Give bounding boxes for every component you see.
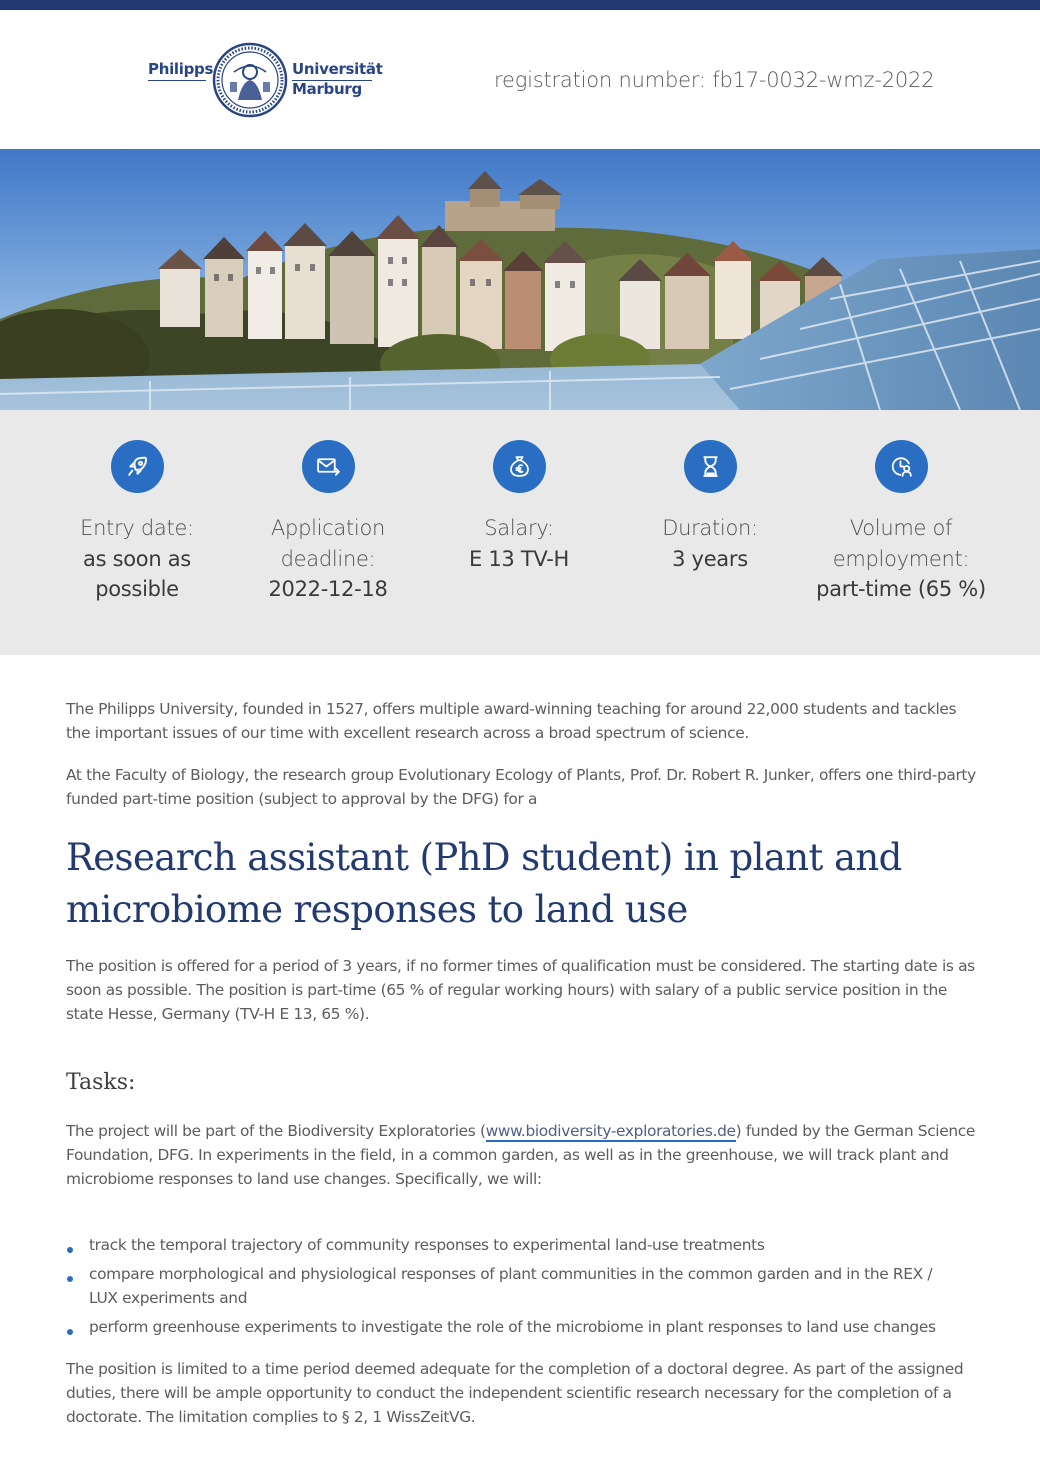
fact-volume-of-employment bbox=[806, 440, 996, 605]
logo-word-philipps: Philipps bbox=[148, 60, 214, 78]
task-list bbox=[66, 1233, 946, 1344]
bullet-icon bbox=[67, 1329, 73, 1335]
university-seal-icon bbox=[212, 42, 288, 118]
list-item bbox=[66, 1315, 946, 1339]
job-title: Research assistant (PhD student) in plant and microbiome responses to land use bbox=[66, 836, 902, 931]
fact-value: as soon as possible bbox=[83, 546, 191, 601]
list-item bbox=[66, 1233, 946, 1257]
fact-entry-date bbox=[42, 440, 232, 605]
fact-value: part-time (65 %) bbox=[816, 577, 986, 601]
fact-value: 2022-12-18 bbox=[268, 577, 388, 601]
intro-paragraph-faculty: At the Faculty of Biology, the research group Evolutionary Ecology of Plants, Prof. Dr. Robert R. Junker, offers one third-party funded part-time position (subject to approval by the DFG) for a bbox=[66, 766, 976, 808]
tasks-heading: Tasks: bbox=[66, 1070, 136, 1095]
closing-paragraph: The position is limited to a time period deemed adequate for the completion of a doctoral degree. As part of the assigned duties, there will be ample opportunity to conduct the independent scientific research necessary for the completion of a doctorate. The limitation complies to § 2, 1 WissZeitVG. bbox=[66, 1360, 964, 1426]
list-item-text: compare morphological and physiological responses of plant communities in the common garden and in the REX / LUX experiments and bbox=[89, 1265, 933, 1307]
top-accent-bar bbox=[0, 0, 1040, 10]
mail-icon bbox=[302, 440, 355, 493]
hourglass-icon bbox=[684, 440, 737, 493]
fact-label: Duration: bbox=[662, 516, 758, 540]
intro-paragraph-university: The Philipps University, founded in 1527, offers multiple award-winning teaching for around 22,000 students and tackles the important issues of our time with excellent research across a broad spectrum of science. bbox=[66, 700, 957, 742]
bullet-icon bbox=[67, 1247, 73, 1253]
biodiversity-exploratories-link[interactable]: www.biodiversity-exploratories.de bbox=[485, 1122, 736, 1140]
fact-label: Application deadline: bbox=[270, 516, 386, 571]
position-description: The position is offered for a period of 3 years, if no former times of qualification must be considered. The starting date is as soon as possible. The position is part-time (65 % of regular working hours) with salary of a public service position in the state Hesse, Germany (TV-H E 13, 65 %). bbox=[66, 957, 975, 1023]
tasks-intro-after: ) funded by the German Science Foundation, DFG. In experiments in the field, in a common garden, as well as in the greenhouse, we will track plant and microbiome responses to land use changes. Specifically, we will: bbox=[66, 1122, 975, 1188]
banner-illustration bbox=[0, 149, 1040, 410]
fact-label: Salary: bbox=[484, 516, 554, 540]
fact-label: Entry date: bbox=[80, 516, 194, 540]
logo-word-universitaet: Universität bbox=[292, 60, 383, 78]
fact-application-deadline bbox=[233, 440, 423, 605]
registration-number: registration number: fb17-0032-wmz-2022 bbox=[494, 68, 935, 92]
logo-word-marburg: Marburg bbox=[292, 80, 362, 98]
banner-photo-marburg bbox=[0, 149, 1040, 410]
fact-value: 3 years bbox=[672, 546, 748, 571]
fact-salary bbox=[424, 440, 614, 574]
university-logo[interactable] bbox=[148, 42, 383, 118]
rocket-icon bbox=[111, 440, 164, 493]
fact-label: Volume of employment: bbox=[832, 516, 970, 571]
tasks-intro bbox=[66, 1119, 978, 1191]
clock-person-icon bbox=[875, 440, 928, 493]
key-facts-panel bbox=[0, 410, 1040, 655]
fact-duration bbox=[615, 440, 805, 574]
list-item-text: perform greenhouse experiments to investigate the role of the microbiome in plant responses to land use changes bbox=[89, 1318, 936, 1336]
logo-rule-left bbox=[148, 80, 206, 81]
tasks-intro-before: The project will be part of the Biodiversity Exploratories ( bbox=[66, 1122, 486, 1140]
fact-value: E 13 TV-H bbox=[469, 546, 569, 571]
list-item-text: track the temporal trajectory of community responses to experimental land-use treatments bbox=[89, 1236, 765, 1254]
list-item bbox=[66, 1262, 946, 1310]
header bbox=[0, 10, 1040, 149]
money-bag-euro-icon bbox=[493, 440, 546, 493]
bullet-icon bbox=[67, 1276, 73, 1282]
